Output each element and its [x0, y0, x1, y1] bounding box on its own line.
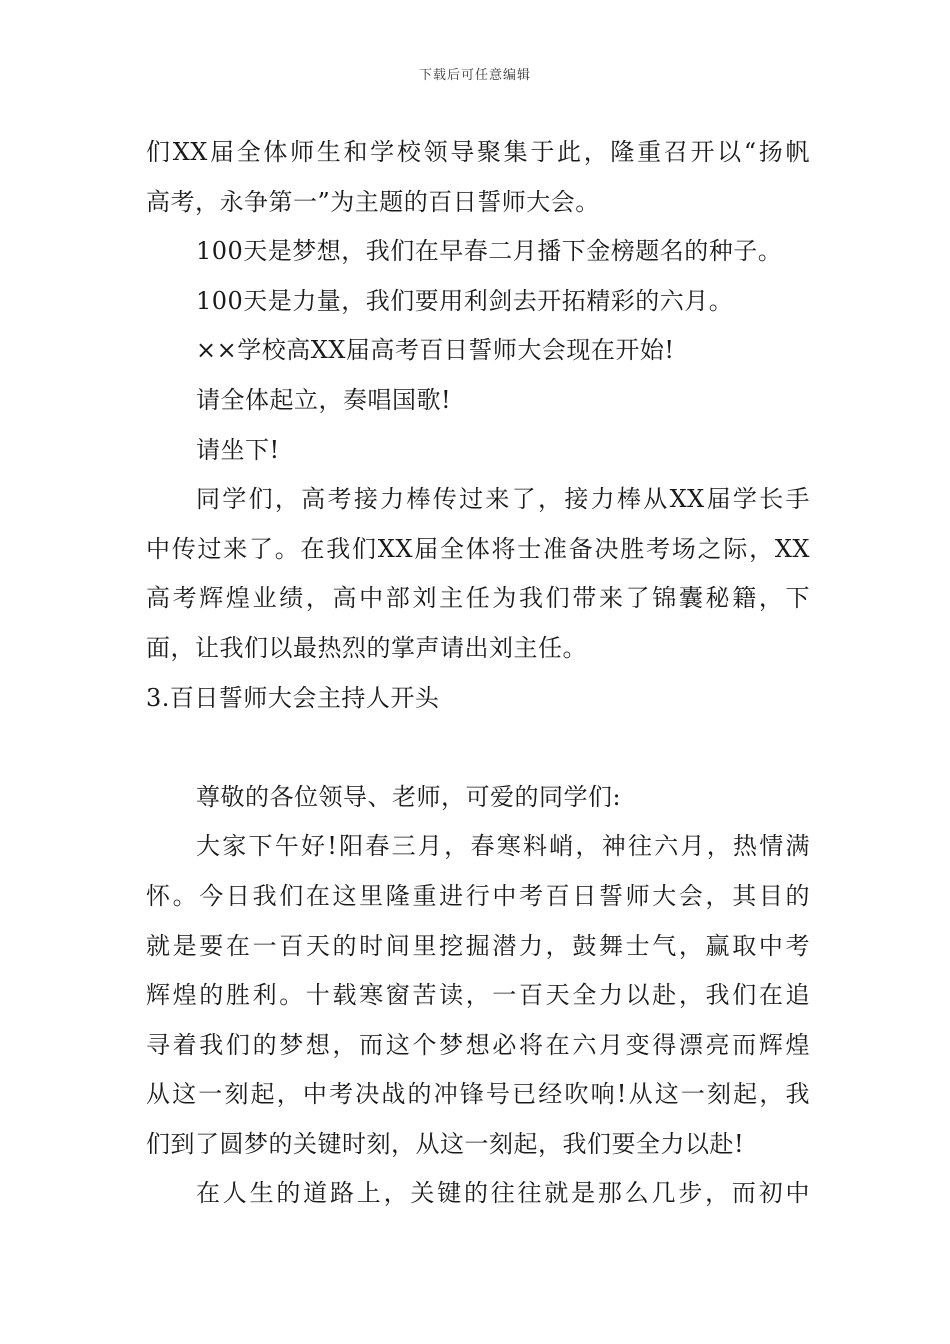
- section-heading: 3.百日誓师大会主持人开头: [146, 683, 440, 712]
- paragraph-line: 们到了圆梦的关键时刻，从这一刻起，我们要全力以赴!: [146, 1129, 745, 1158]
- salutation: 尊敬的各位领导、老师，可爱的同学们:: [196, 782, 622, 811]
- paragraph-line: 辉煌的胜利。十载寒窗苦读，一百天全力以赴，我们在追: [146, 981, 810, 1010]
- paragraph-line: 怀。今日我们在这里隆重进行中考百日誓师大会，其目的: [146, 881, 810, 910]
- paragraph-line: 中传过来了。在我们XX届全体将士准备决胜考场之际，XX: [146, 534, 810, 563]
- paragraph-line: 高考，永争第一”为主题的百日誓师大会。: [146, 187, 600, 216]
- blank-line: [146, 723, 810, 773]
- paragraph-line: 100天是力量，我们要用利剑去开拓精彩的六月。: [196, 286, 734, 315]
- paragraph-line: 就是要在一百天的时间里挖掘潜力，鼓舞士气，赢取中考: [146, 931, 810, 960]
- paragraph-line: 100天是梦想，我们在早春二月播下金榜题名的种子。: [196, 237, 783, 266]
- paragraph-line: 同学们，高考接力棒传过来了，接力棒从XX届学长手: [196, 485, 810, 514]
- paragraph-line: 寻着我们的梦想，而这个梦想必将在六月变得漂亮而辉煌: [146, 1030, 810, 1059]
- paragraph-line: 在人生的道路上，关键的往往就是那么几步，而初中: [196, 1179, 810, 1208]
- page-header: 下载后可任意编辑: [418, 68, 531, 83]
- paragraph-line: 面，让我们以最热烈的掌声请出刘主任。: [146, 633, 587, 662]
- paragraph-line: 高考辉煌业绩，高中部刘主任为我们带来了锦囊秘籍，下: [146, 584, 810, 613]
- document-body: [146, 128, 810, 1219]
- paragraph-line: 大家下午好!阳春三月，春寒料峭，神往六月，热情满: [196, 832, 810, 861]
- paragraph-line: 从这一刻起，中考决战的冲锋号已经吹响!从这一刻起，我: [146, 1080, 810, 1109]
- paragraph-line: 请坐下!: [196, 435, 280, 464]
- paragraph-line: ××学校高XX届高考百日誓师大会现在开始!: [196, 336, 675, 365]
- paragraph-line: 们XX届全体师生和学校领导聚集于此，隆重召开以“扬帆: [146, 138, 810, 166]
- paragraph-line: 请全体起立，奏唱国歌!: [196, 385, 452, 414]
